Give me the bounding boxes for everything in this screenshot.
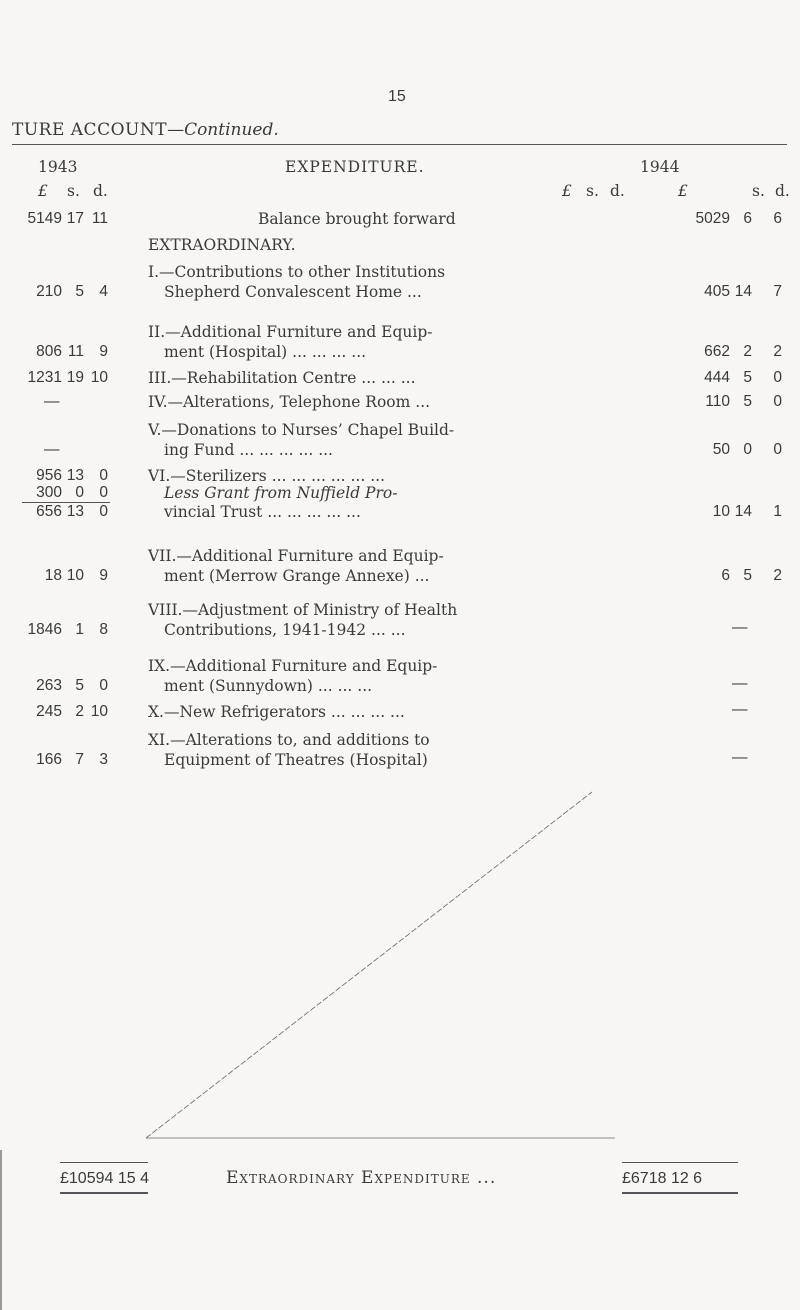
total-rule-left (60, 1162, 148, 1163)
double-rule-left (60, 1192, 148, 1194)
year-1944: 1944 (640, 158, 680, 176)
total-label: Extraordinary Expenditure ... (226, 1168, 497, 1188)
total-1944: £6718 12 6 (622, 1170, 703, 1187)
expenditure-title: EXPENDITURE. (285, 158, 425, 176)
year-1943: 1943 (38, 158, 78, 176)
page-edge (0, 1150, 2, 1310)
section-heading: EXTRAORDINARY. (148, 236, 296, 254)
running-head-continued: —Continued. (167, 120, 279, 140)
double-rule-right (622, 1192, 738, 1194)
page-number: 15 (388, 88, 406, 105)
total-rule-right (622, 1162, 738, 1163)
running-head-main: TURE ACCOUNT (12, 120, 168, 140)
total-1943: £10594 15 4 (60, 1170, 149, 1187)
